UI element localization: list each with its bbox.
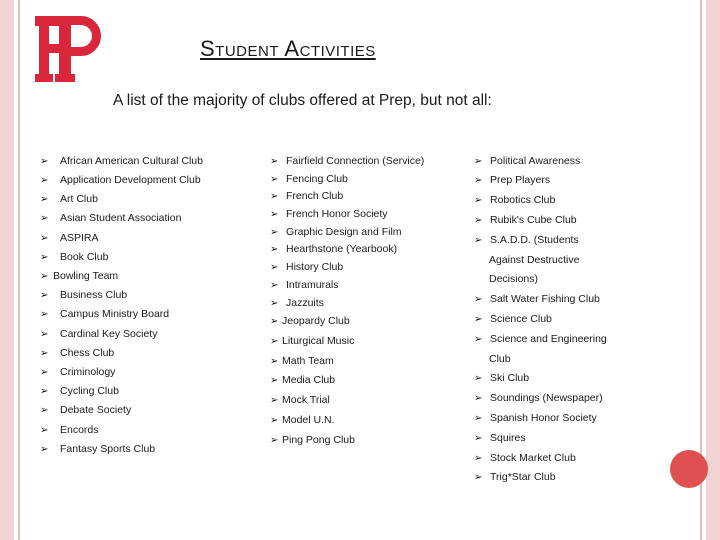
bullet-arrow-icon: ➢ xyxy=(270,395,279,406)
bullet-arrow-icon: ➢ xyxy=(270,280,279,291)
list-item: ➢ Cycling Club xyxy=(40,385,119,397)
bullet-arrow-icon: ➢ xyxy=(270,191,279,202)
list-item: ➢ Book Club xyxy=(40,251,109,263)
list-item: ➢ Intramurals xyxy=(270,279,339,291)
list-item: ➢ Art Club xyxy=(40,193,98,205)
bullet-arrow-icon: ➢ xyxy=(40,329,49,340)
decorative-red-circle xyxy=(670,450,708,488)
list-item: ➢ Campus Ministry Board xyxy=(40,308,170,320)
bullet-arrow-icon: ➢ xyxy=(270,356,279,367)
list-item: ➢ Encords xyxy=(40,424,99,436)
list-item: ➢ Fairfield Connection (Service) xyxy=(270,155,425,167)
list-item: ➢ Ski Club xyxy=(474,372,530,384)
bullet-arrow-icon: ➢ xyxy=(40,252,49,263)
bullet-arrow-icon: ➢ xyxy=(474,393,483,404)
bullet-arrow-icon: ➢ xyxy=(270,316,279,327)
bullet-arrow-icon: ➢ xyxy=(270,375,279,386)
list-item: ➢ Mock Trial xyxy=(270,394,330,406)
list-item-continuation: Against Destructive xyxy=(489,254,580,266)
bullet-arrow-icon: ➢ xyxy=(474,314,483,325)
list-item: ➢ Asian Student Association xyxy=(40,212,182,224)
bullet-arrow-icon: ➢ xyxy=(270,174,279,185)
list-item: ➢ Bowling Team xyxy=(40,270,119,282)
bullet-arrow-icon: ➢ xyxy=(474,175,483,186)
bullet-arrow-icon: ➢ xyxy=(40,348,49,359)
list-item: ➢ Soundings (Newspaper) xyxy=(474,392,603,404)
bullet-arrow-icon: ➢ xyxy=(40,175,49,186)
bullet-arrow-icon: ➢ xyxy=(270,435,279,446)
list-item: ➢ Prep Players xyxy=(474,174,551,186)
right-border xyxy=(706,0,720,540)
list-item: ➢ Business Club xyxy=(40,289,128,301)
fp-logo xyxy=(33,14,101,86)
list-item: ➢ Media Club xyxy=(270,374,336,386)
bullet-arrow-icon: ➢ xyxy=(270,336,279,347)
bullet-arrow-icon: ➢ xyxy=(40,405,49,416)
bullet-arrow-icon: ➢ xyxy=(270,209,279,220)
list-item: ➢ ASPIRA xyxy=(40,232,99,244)
list-item: ➢ Political Awareness xyxy=(474,155,581,167)
bullet-arrow-icon: ➢ xyxy=(270,415,279,426)
list-item: ➢ Fencing Club xyxy=(270,173,348,185)
page-title: Student Activities xyxy=(200,36,376,61)
list-item: ➢ Debate Society xyxy=(40,404,132,416)
bullet-arrow-icon: ➢ xyxy=(474,413,483,424)
list-item: ➢ African American Cultural Club xyxy=(40,155,203,167)
bullet-arrow-icon: ➢ xyxy=(474,195,483,206)
left-border xyxy=(0,0,14,540)
list-item: ➢ Jeopardy Club xyxy=(270,315,350,327)
bullet-arrow-icon: ➢ xyxy=(270,298,279,309)
bullet-arrow-icon: ➢ xyxy=(474,294,483,305)
bullet-arrow-icon: ➢ xyxy=(40,444,49,455)
list-item: ➢ Cardinal Key Society xyxy=(40,328,158,340)
bullet-arrow-icon: ➢ xyxy=(474,433,483,444)
list-item-continuation: Club xyxy=(489,353,511,365)
list-item: ➢ Jazzuits xyxy=(270,297,324,309)
list-item: ➢ French Club xyxy=(270,190,344,202)
bullet-arrow-icon: ➢ xyxy=(40,194,49,205)
bullet-arrow-icon: ➢ xyxy=(40,425,49,436)
bullet-arrow-icon: ➢ xyxy=(270,156,279,167)
bullet-arrow-icon: ➢ xyxy=(40,233,49,244)
list-item: ➢ Squires xyxy=(474,432,526,444)
bullet-arrow-icon: ➢ xyxy=(40,309,49,320)
bullet-arrow-icon: ➢ xyxy=(270,244,279,255)
list-item: ➢ History Club xyxy=(270,261,344,273)
list-item: ➢ Chess Club xyxy=(40,347,115,359)
list-item: ➢ Science Club xyxy=(474,313,552,325)
list-item: ➢ Trig*Star Club xyxy=(474,471,556,483)
list-item: ➢ Math Team xyxy=(270,355,334,367)
list-item: ➢ Hearthstone (Yearbook) xyxy=(270,243,398,255)
list-item-continuation: Decisions) xyxy=(489,273,539,285)
bullet-arrow-icon: ➢ xyxy=(474,373,483,384)
bullet-arrow-icon: ➢ xyxy=(40,367,49,378)
bullet-arrow-icon: ➢ xyxy=(474,472,483,483)
page-subtitle: A list of the majority of clubs offered at Prep, but not all: xyxy=(113,92,492,109)
list-item: ➢ Criminology xyxy=(40,366,116,378)
list-item: ➢ S.A.D.D. (Students xyxy=(474,234,579,246)
list-item: ➢ Stock Market Club xyxy=(474,452,576,464)
bullet-arrow-icon: ➢ xyxy=(474,453,483,464)
bullet-arrow-icon: ➢ xyxy=(40,386,49,397)
list-item: ➢ Model U.N. xyxy=(270,414,335,426)
bullet-arrow-icon: ➢ xyxy=(474,156,483,167)
bullet-arrow-icon: ➢ xyxy=(270,262,279,273)
list-item: ➢ Fantasy Sports Club xyxy=(40,443,156,455)
list-item: ➢ Application Development Club xyxy=(40,174,201,186)
list-item: ➢ Liturgical Music xyxy=(270,335,355,347)
left-border-line xyxy=(18,0,20,540)
bullet-arrow-icon: ➢ xyxy=(474,235,483,246)
bullet-arrow-icon: ➢ xyxy=(40,271,49,282)
list-item: ➢ Rubik's Cube Club xyxy=(474,214,577,226)
bullet-arrow-icon: ➢ xyxy=(40,213,49,224)
list-item: ➢ Robotics Club xyxy=(474,194,556,206)
list-item: ➢ Salt Water Fishing Club xyxy=(474,293,600,305)
bullet-arrow-icon: ➢ xyxy=(40,290,49,301)
bullet-arrow-icon: ➢ xyxy=(270,227,279,238)
list-item: ➢ French Honor Society xyxy=(270,208,388,220)
bullet-arrow-icon: ➢ xyxy=(40,156,49,167)
list-item: ➢ Graphic Design and Film xyxy=(270,226,402,238)
list-item: ➢ Science and Engineering xyxy=(474,333,607,345)
bullet-arrow-icon: ➢ xyxy=(474,215,483,226)
list-item: ➢ Spanish Honor Society xyxy=(474,412,597,424)
list-item: ➢ Ping Pong Club xyxy=(270,434,355,446)
bullet-arrow-icon: ➢ xyxy=(474,334,483,345)
